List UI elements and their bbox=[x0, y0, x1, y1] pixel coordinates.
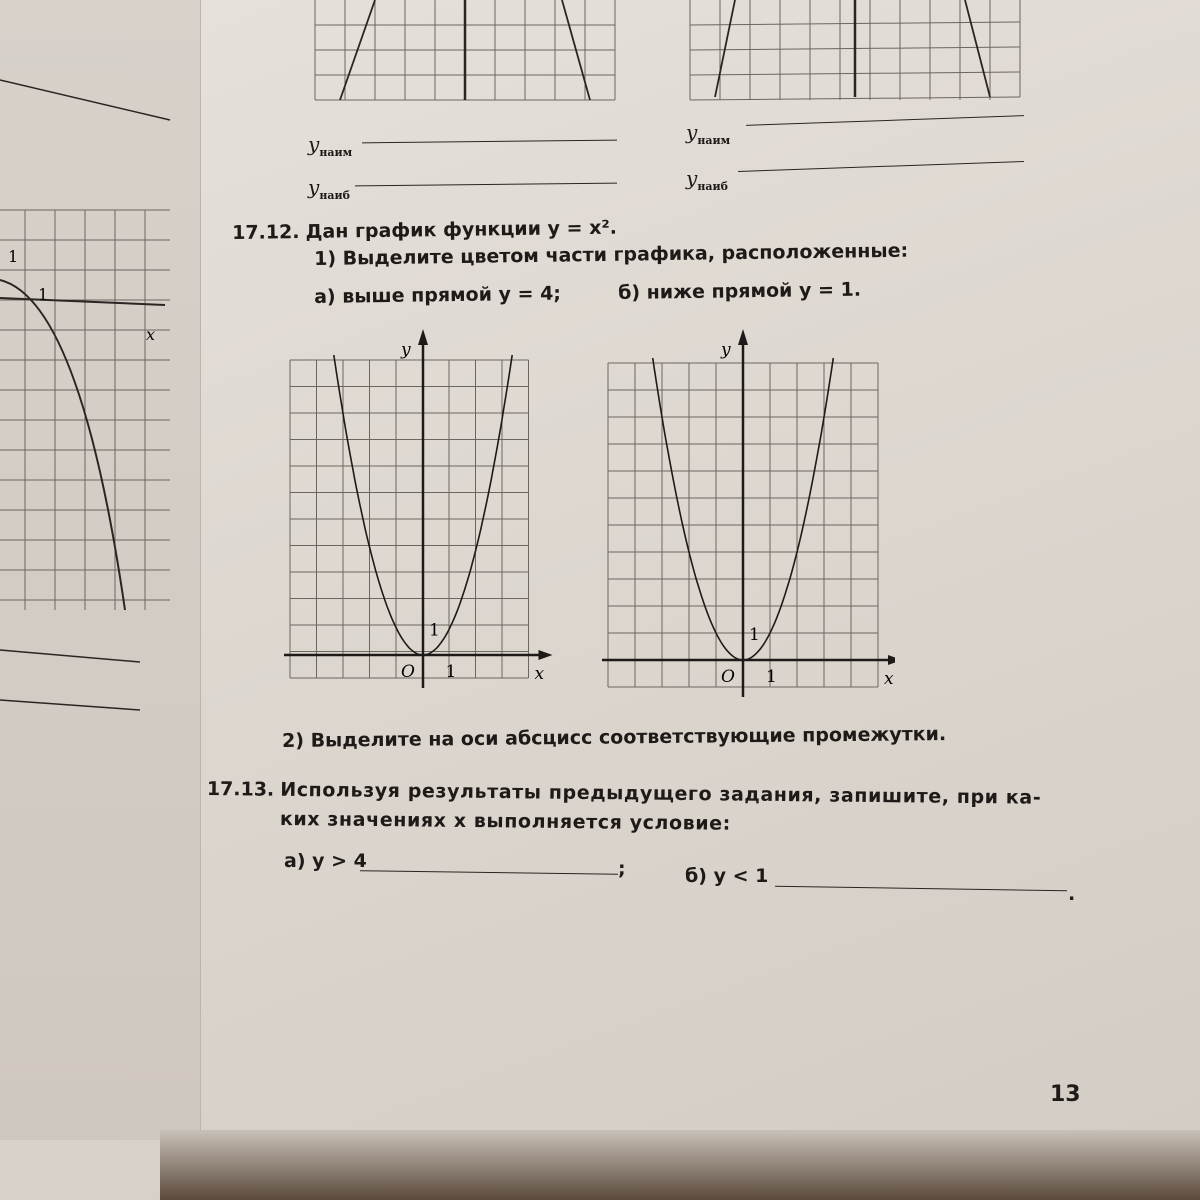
task-17-13-part-a: а) y > 4 bbox=[284, 850, 367, 872]
x-unit-label: 1 bbox=[445, 662, 457, 682]
grid bbox=[290, 360, 529, 678]
graph-a[interactable] bbox=[275, 325, 555, 705]
page-number: 13 bbox=[1050, 1082, 1081, 1107]
task-17-12-part-a: а) выше прямой y = 4; bbox=[314, 282, 562, 308]
y-axis-label: y bbox=[721, 340, 731, 360]
x-axis-label: x bbox=[534, 664, 545, 684]
answer-b-end: . bbox=[1068, 883, 1076, 905]
left-y-max-line[interactable] bbox=[355, 183, 617, 187]
task-17-12-part-b: б) ниже прямой y = 1. bbox=[618, 278, 862, 304]
task-17-13-text-line2: ких значениях x выполняется условие: bbox=[279, 808, 732, 835]
page-bottom-shadow bbox=[160, 1130, 1200, 1200]
x-unit-label: 1 bbox=[766, 667, 777, 687]
task-17-12-header bbox=[232, 217, 617, 244]
task-17-12-number: 17.12. bbox=[232, 221, 300, 244]
origin-label: O bbox=[401, 662, 415, 682]
answer-line-a[interactable] bbox=[360, 870, 618, 875]
task-17-12-step2: 2) Выделите на оси абсцисс соответствующие промежутки. bbox=[282, 723, 947, 752]
right-y-max-line[interactable] bbox=[738, 161, 1024, 172]
left-page-graph bbox=[0, 0, 200, 720]
y-axis-label: y bbox=[401, 340, 411, 360]
top-graphs bbox=[300, 0, 1050, 110]
left-label-1-y: 1 bbox=[8, 247, 19, 266]
task-17-13-header bbox=[207, 778, 1042, 809]
y-unit-label: 1 bbox=[749, 625, 760, 645]
left-y-max-label: $y_{наиб}$ bbox=[308, 175, 350, 202]
left-label-1-x: 1 bbox=[38, 285, 49, 304]
x-axis-arrow bbox=[539, 650, 553, 660]
left-label-x: x bbox=[146, 325, 156, 344]
x-axis-label: x bbox=[884, 669, 894, 689]
left-y-min-label: $y_{наим}$ bbox=[308, 132, 353, 159]
x-axis-arrow bbox=[888, 655, 895, 665]
answer-a-end: ; bbox=[618, 858, 626, 880]
right-y-min-line[interactable] bbox=[746, 115, 1024, 126]
graph-b[interactable] bbox=[595, 325, 895, 710]
y-axis-arrow bbox=[738, 329, 748, 345]
right-y-min-label: $y_{наим}$ bbox=[686, 120, 731, 147]
task-17-13-number: 17.13. bbox=[206, 778, 275, 801]
y-unit-label: 1 bbox=[429, 620, 440, 641]
task-17-12-text: Дан график функции y = x². bbox=[305, 216, 618, 243]
task-17-12-step1: 1) Выделите цветом части графика, расположенные: bbox=[314, 239, 909, 270]
task-17-13-text-line1: Используя результаты предыдущего задания, запишите, при ка- bbox=[280, 778, 1042, 809]
y-axis-arrow bbox=[418, 329, 428, 345]
answer-line-b[interactable] bbox=[775, 886, 1067, 892]
task-17-13-part-b: б) y < 1 bbox=[685, 865, 769, 887]
origin-label: O bbox=[721, 667, 735, 687]
right-y-max-label: $y_{наиб}$ bbox=[686, 166, 728, 193]
left-y-min-line[interactable] bbox=[362, 140, 617, 144]
